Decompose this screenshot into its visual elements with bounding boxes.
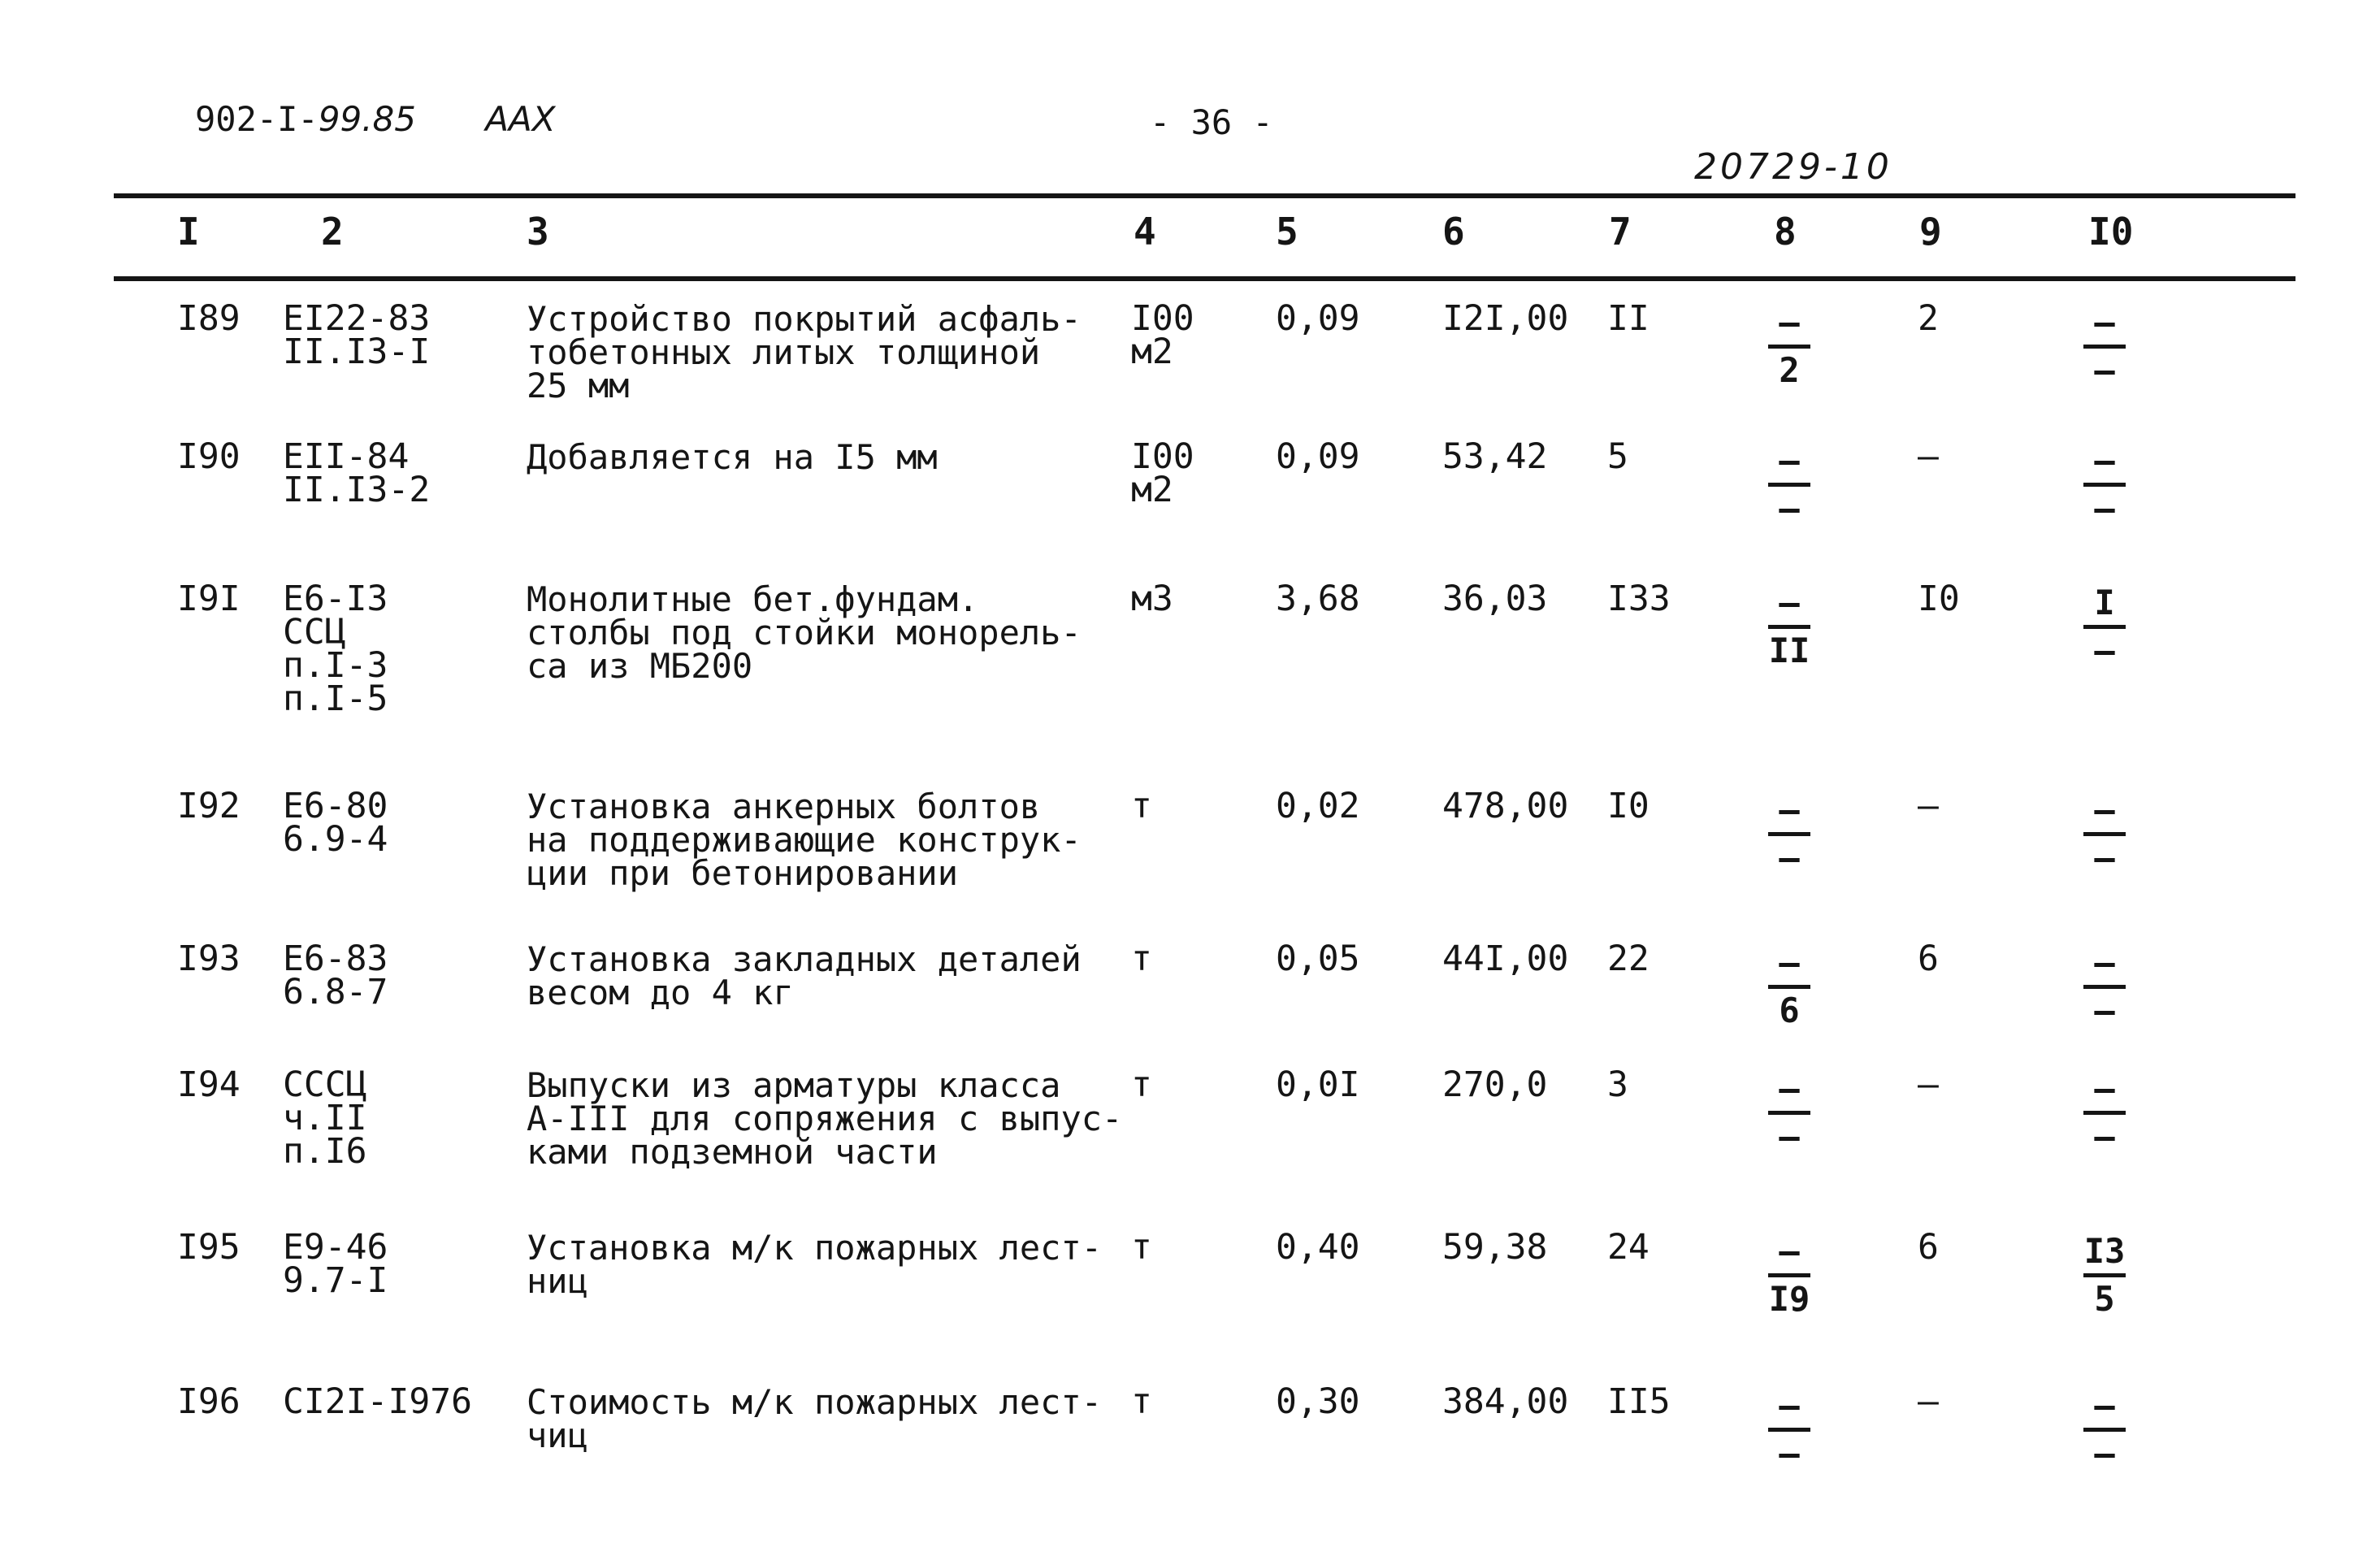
column-8-numerator: – bbox=[1779, 302, 1800, 342]
unit-of-measure: I00 м2 bbox=[1131, 436, 1194, 510]
column-8-numerator: – bbox=[1779, 1069, 1800, 1108]
column-8-denominator: I9 bbox=[1768, 1279, 1810, 1319]
column-8-numerator: – bbox=[1779, 790, 1800, 830]
unit-price: 44I,00 bbox=[1442, 939, 1569, 979]
column-10-denominator: – bbox=[2094, 991, 2115, 1030]
column-header-5: 5 bbox=[1276, 210, 1298, 254]
fraction-bar bbox=[1768, 832, 1810, 836]
column-10-fraction bbox=[2080, 790, 2129, 878]
work-description: Стоимость м/к пожарных лест- чиц bbox=[527, 1382, 1103, 1455]
fraction-bar bbox=[1768, 625, 1810, 629]
row-number: I9I bbox=[177, 579, 241, 619]
column-10-numerator: – bbox=[2094, 1385, 2115, 1425]
column-10-fraction bbox=[2080, 583, 2129, 670]
document-code bbox=[195, 99, 556, 139]
column-header-3: 3 bbox=[527, 210, 549, 254]
column-10-fraction bbox=[2080, 1231, 2129, 1319]
column-header-8: 8 bbox=[1774, 210, 1797, 254]
column-8-numerator: – bbox=[1779, 583, 1800, 622]
unit-of-measure: т bbox=[1131, 1227, 1152, 1268]
column-9-value: 6 bbox=[1918, 1227, 1939, 1268]
inventory-number: 20729-10 bbox=[1694, 146, 1892, 188]
column-8-numerator: – bbox=[1779, 440, 1800, 480]
quantity: 0,09 bbox=[1276, 436, 1360, 477]
column-8-denominator: – bbox=[1779, 488, 1800, 528]
row-number: I94 bbox=[177, 1064, 241, 1105]
quantity: 0,30 bbox=[1276, 1381, 1360, 1422]
column-10-fraction bbox=[2080, 302, 2129, 390]
column-9-value: 2 bbox=[1918, 298, 1939, 339]
column-10-numerator: – bbox=[2094, 790, 2115, 830]
column-9-value: – bbox=[1918, 1064, 1939, 1105]
quantity: 0,02 bbox=[1276, 786, 1360, 826]
unit-price: I2I,00 bbox=[1442, 298, 1569, 339]
column-header-6: 6 bbox=[1442, 210, 1465, 254]
column-10-fraction bbox=[2080, 1069, 2129, 1156]
quantity: 0,05 bbox=[1276, 939, 1360, 979]
row-number: I89 bbox=[177, 298, 241, 339]
column-10-numerator: – bbox=[2094, 943, 2115, 982]
unit-of-measure: т bbox=[1131, 1381, 1152, 1422]
norm-code: EI22-83 II.I3-I bbox=[283, 298, 431, 372]
column-9-value: 6 bbox=[1918, 939, 1939, 979]
column-10-denominator: – bbox=[2094, 631, 2115, 670]
column-9-value: I0 bbox=[1918, 579, 1960, 619]
column-header-7: 7 bbox=[1609, 210, 1632, 254]
page-number: - 36 - bbox=[1150, 102, 1273, 142]
work-description: Монолитные бет.фундам. столбы под стойки монорель- са из МБ200 bbox=[527, 579, 1082, 686]
unit-price: 53,42 bbox=[1442, 436, 1548, 477]
work-description: Устройство покрытий асфаль- тобетонных литых толщиной 25 мм bbox=[527, 299, 1082, 405]
work-description: Установка м/к пожарных лест- ниц bbox=[527, 1228, 1103, 1301]
column-8-fraction bbox=[1765, 790, 1814, 878]
work-description: Установка закладных деталей весом до 4 кг bbox=[527, 939, 1082, 1012]
column-header-10: I0 bbox=[2088, 210, 2134, 254]
norm-code: EII-84 II.I3-2 bbox=[283, 436, 431, 510]
column-10-denominator: – bbox=[2094, 1116, 2115, 1156]
norm-code: E6-80 6.9-4 bbox=[283, 786, 388, 860]
column-8-denominator: II bbox=[1768, 631, 1810, 670]
column-8-denominator: 6 bbox=[1779, 991, 1800, 1030]
column-7-value: I33 bbox=[1607, 579, 1671, 619]
quantity: 0,40 bbox=[1276, 1227, 1360, 1268]
column-header-9: 9 bbox=[1919, 210, 1942, 254]
fraction-bar bbox=[1768, 985, 1810, 989]
document-code-printed: 902-I- bbox=[195, 99, 319, 139]
column-10-numerator: – bbox=[2094, 302, 2115, 342]
norm-code: E6-83 6.8-7 bbox=[283, 939, 388, 1012]
fraction-bar bbox=[2083, 1273, 2126, 1277]
column-10-numerator: I3 bbox=[2083, 1231, 2126, 1271]
column-8-fraction bbox=[1765, 1069, 1814, 1156]
column-10-numerator: – bbox=[2094, 1069, 2115, 1108]
column-10-denominator: 5 bbox=[2094, 1279, 2115, 1319]
unit-price: 59,38 bbox=[1442, 1227, 1548, 1268]
column-8-fraction bbox=[1765, 440, 1814, 528]
column-10-fraction bbox=[2080, 440, 2129, 528]
column-10-denominator: – bbox=[2094, 350, 2115, 390]
work-description: Установка анкерных болтов на поддерживающие конструк- ции при бетонировании bbox=[527, 787, 1082, 893]
column-8-numerator: – bbox=[1779, 1385, 1800, 1425]
column-header-2: 2 bbox=[321, 210, 344, 254]
column-8-denominator: – bbox=[1779, 1116, 1800, 1156]
column-7-value: 3 bbox=[1607, 1064, 1628, 1105]
fraction-bar bbox=[1768, 1428, 1810, 1432]
column-header-1: I bbox=[177, 210, 200, 254]
column-9-value: – bbox=[1918, 1381, 1939, 1422]
column-8-denominator: 2 bbox=[1779, 350, 1800, 390]
fraction-bar bbox=[2083, 483, 2126, 487]
column-10-numerator: – bbox=[2094, 440, 2115, 480]
unit-price: 36,03 bbox=[1442, 579, 1548, 619]
column-9-value: – bbox=[1918, 436, 1939, 477]
unit-of-measure: т bbox=[1131, 939, 1152, 979]
column-7-value: 22 bbox=[1607, 939, 1650, 979]
work-description: Выпуски из арматуры класса А-III для сопряжения с выпус- ками подземной части bbox=[527, 1065, 1123, 1172]
column-7-value: II bbox=[1607, 298, 1650, 339]
column-10-numerator: I bbox=[2094, 583, 2115, 622]
unit-price: 384,00 bbox=[1442, 1381, 1569, 1422]
quantity: 3,68 bbox=[1276, 579, 1360, 619]
work-description: Добавляется на I5 мм bbox=[527, 437, 938, 477]
column-7-value: I0 bbox=[1607, 786, 1650, 826]
column-8-fraction bbox=[1765, 1385, 1814, 1473]
column-10-denominator: – bbox=[2094, 488, 2115, 528]
fraction-bar bbox=[2083, 1428, 2126, 1432]
norm-code: E6-I3 ССЦ п.I-3 п.I-5 bbox=[283, 579, 388, 719]
norm-code: СССЦ ч.II п.I6 bbox=[283, 1064, 367, 1172]
column-8-fraction bbox=[1765, 583, 1814, 670]
fraction-bar bbox=[1768, 1111, 1810, 1115]
unit-of-measure: т bbox=[1131, 1064, 1152, 1105]
fraction-bar bbox=[1768, 483, 1810, 487]
column-10-denominator: – bbox=[2094, 1433, 2115, 1473]
fraction-bar bbox=[1768, 1273, 1810, 1277]
norm-code: E9-46 9.7-I bbox=[283, 1227, 388, 1301]
fraction-bar bbox=[2083, 345, 2126, 349]
norm-code: CI2I-I976 bbox=[283, 1381, 472, 1422]
fraction-bar bbox=[2083, 985, 2126, 989]
row-number: I95 bbox=[177, 1227, 241, 1268]
unit-of-measure: м3 bbox=[1131, 579, 1173, 619]
row-number: I93 bbox=[177, 939, 241, 979]
unit-price: 270,0 bbox=[1442, 1064, 1548, 1105]
table-top-rule bbox=[114, 193, 2295, 198]
column-8-numerator: – bbox=[1779, 1231, 1800, 1271]
column-7-value: II5 bbox=[1607, 1381, 1671, 1422]
handwritten-initials: ААХ bbox=[485, 99, 556, 139]
table-header-rule bbox=[114, 276, 2295, 281]
handwritten-number: 99.85 bbox=[318, 99, 416, 139]
fraction-bar bbox=[2083, 832, 2126, 836]
column-10-denominator: – bbox=[2094, 838, 2115, 878]
column-8-denominator: – bbox=[1779, 838, 1800, 878]
fraction-bar bbox=[2083, 1111, 2126, 1115]
row-number: I90 bbox=[177, 436, 241, 477]
column-10-fraction bbox=[2080, 943, 2129, 1030]
row-number: I96 bbox=[177, 1381, 241, 1422]
fraction-bar bbox=[2083, 625, 2126, 629]
column-8-fraction bbox=[1765, 302, 1814, 390]
column-8-fraction bbox=[1765, 943, 1814, 1030]
column-7-value: 5 bbox=[1607, 436, 1628, 477]
quantity: 0,0I bbox=[1276, 1064, 1360, 1105]
fraction-bar bbox=[1768, 345, 1810, 349]
column-8-numerator: – bbox=[1779, 943, 1800, 982]
column-8-fraction bbox=[1765, 1231, 1814, 1319]
unit-of-measure: I00 м2 bbox=[1131, 298, 1194, 372]
unit-of-measure: т bbox=[1131, 786, 1152, 826]
column-7-value: 24 bbox=[1607, 1227, 1650, 1268]
column-8-denominator: – bbox=[1779, 1433, 1800, 1473]
column-10-fraction bbox=[2080, 1385, 2129, 1473]
column-header-4: 4 bbox=[1134, 210, 1156, 254]
column-9-value: – bbox=[1918, 786, 1939, 826]
row-number: I92 bbox=[177, 786, 241, 826]
quantity: 0,09 bbox=[1276, 298, 1360, 339]
unit-price: 478,00 bbox=[1442, 786, 1569, 826]
